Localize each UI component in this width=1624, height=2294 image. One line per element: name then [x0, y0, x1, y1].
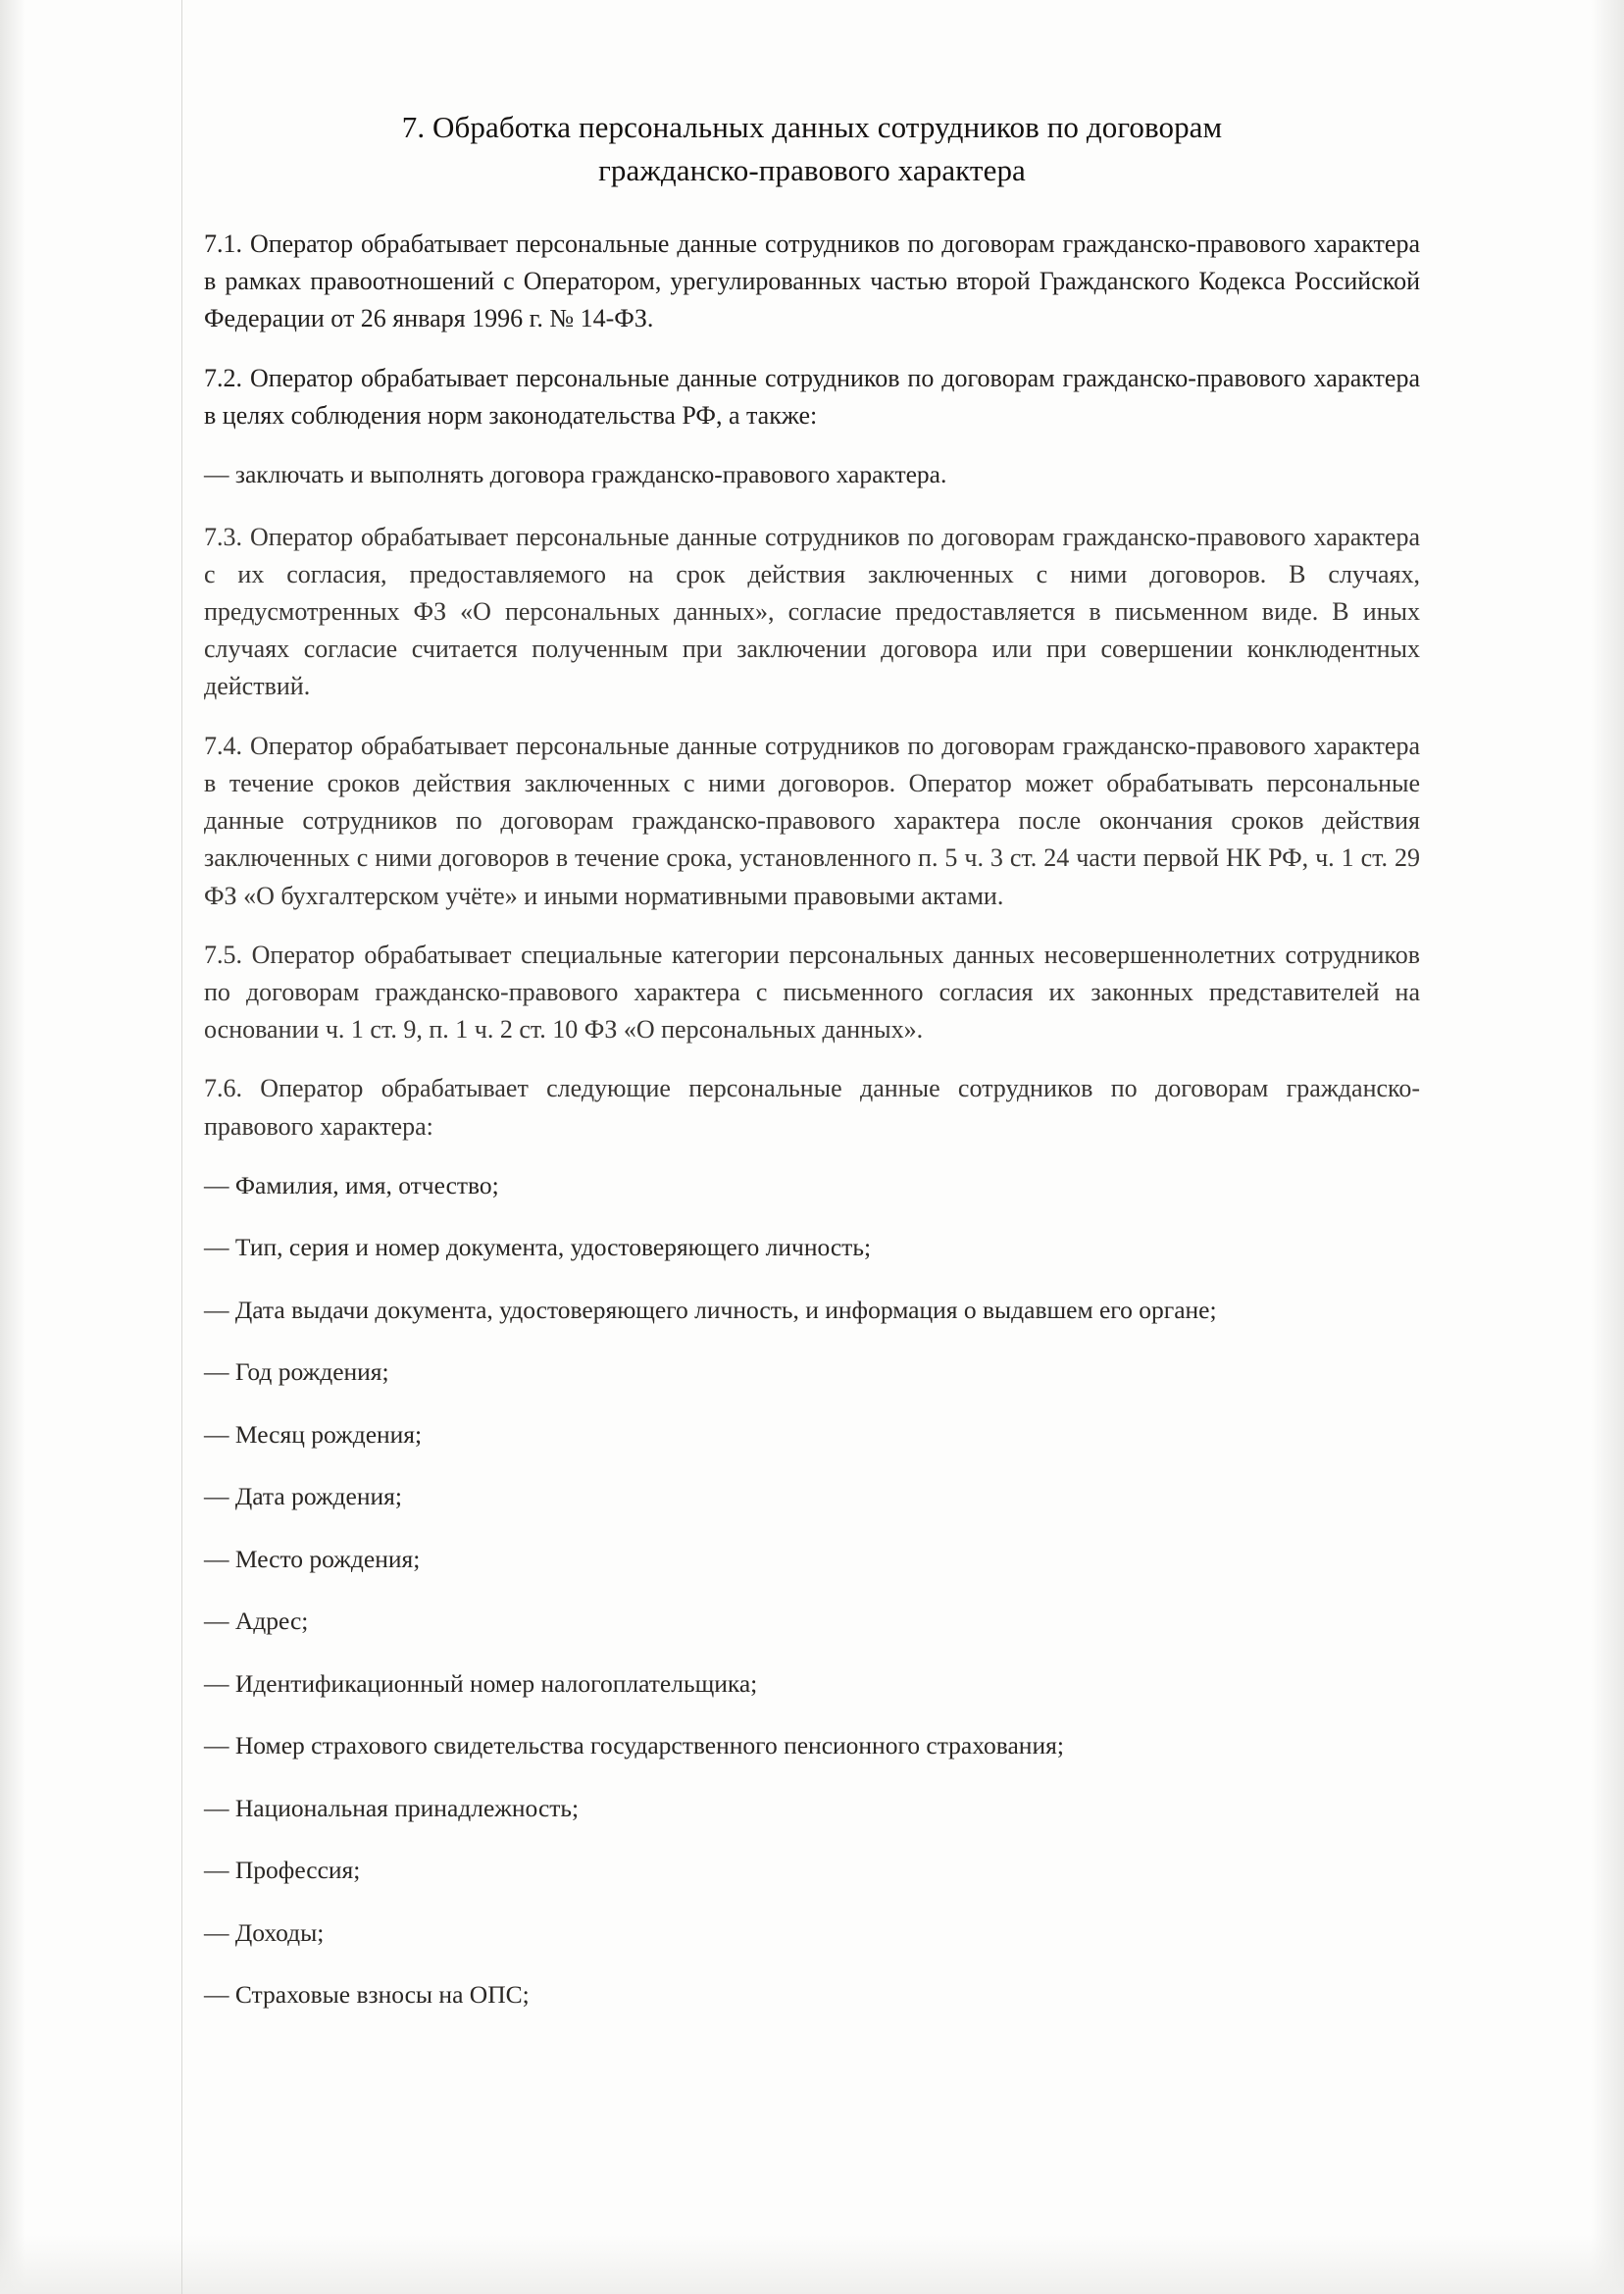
list-item: — Номер страхового свидетельства государственного пенсионного страхования;: [204, 1731, 1064, 1760]
document-body: [204, 106, 1420, 2039]
list-item: — Страховые взносы на ОПС;: [204, 1980, 530, 2010]
list-item: — Год рождения;: [204, 1357, 389, 1387]
list-item: — Адрес;: [204, 1606, 309, 1636]
page-title-line-1: 7. Обработка персональных данных сотрудников по договорам: [401, 110, 1223, 144]
scan-shadow-bottom: [0, 2235, 1624, 2294]
list-item: — Месяц рождения;: [204, 1419, 423, 1449]
purpose-list-item: — заключать и выполнять договора гражданско-правового характера.: [204, 460, 947, 489]
list-item: — Национальная принадлежность;: [204, 1793, 580, 1822]
paragraph-7-2: 7.2. Оператор обрабатывает персональные данные сотрудников по договорам гражданско-правового характера в целях соблюдения норм законодательства РФ, а также:: [204, 363, 1420, 430]
scan-shadow-left: [0, 0, 25, 2294]
list-item: — Идентификационный номер налогоплательщика;: [204, 1668, 758, 1698]
page-title: [204, 106, 1420, 192]
paragraph-7-3: 7.3. Оператор обрабатывает персональные данные сотрудников по договорам гражданско-правового характера с их согласия, предоставляемого на срок действия заключенных с ними договоров. В случаях, предусмотренных ФЗ «О персональных данных», согласие предоставляется в письменном виде. В иных случаях согласие считается полученным при заключении договора или при совершении конклюдентных действий.: [204, 522, 1420, 701]
paragraph-7-6: 7.6. Оператор обрабатывает следующие персональные данные сотрудников по договорам гражданско-правового характера:: [204, 1074, 1420, 1141]
paragraph-7-4: 7.4. Оператор обрабатывает персональные данные сотрудников по договорам гражданско-правового характера в течение сроков действия заключенных с ними договоров. Оператор может обрабатывать персональные данные сотрудников по договорам гражданско-правового характера после окончания сроков действия заключенных с ними договоров в течение срока, установленного п. 5 ч. 3 ст. 24 части первой НК РФ, ч. 1 ст. 29 ФЗ «О бухгалтерском учёте» и иными нормативными правовыми актами.: [204, 731, 1420, 910]
paragraph-7-1: 7.1. Оператор обрабатывает персональные данные сотрудников по договорам гражданско-правового характера в рамках правоотношений с Оператором, урегулированных частью второй Гражданского Кодекса Российской Федерации от 26 января 1996 г. № 14-ФЗ.: [204, 229, 1420, 333]
list-item: — Профессия;: [204, 1856, 361, 1885]
scan-shadow-right: [1591, 0, 1624, 2294]
binding-margin-line: [181, 0, 182, 2294]
list-item: — Тип, серия и номер документа, удостоверяющего личность;: [204, 1233, 872, 1262]
paragraph-7-5: 7.5. Оператор обрабатывает специальные категории персональных данных несовершеннолетних сотрудников по договорам гражданско-правового характера с письменного согласия их законных представителей на основании ч. 1 ст. 9, п. 1 ч. 2 ст. 10 ФЗ «О персональных данных».: [204, 940, 1420, 1045]
list-item: — Фамилия, имя, отчество;: [204, 1170, 499, 1199]
list-item: — Доходы;: [204, 1917, 325, 1947]
list-item: — Место рождения;: [204, 1544, 421, 1573]
list-item: — Дата выдачи документа, удостоверяющего личность, и информация о выдавшем его органе;: [204, 1295, 1217, 1324]
list-item: — Дата рождения;: [204, 1482, 402, 1511]
page-title-line-2: гражданско-правового характера: [598, 153, 1026, 188]
